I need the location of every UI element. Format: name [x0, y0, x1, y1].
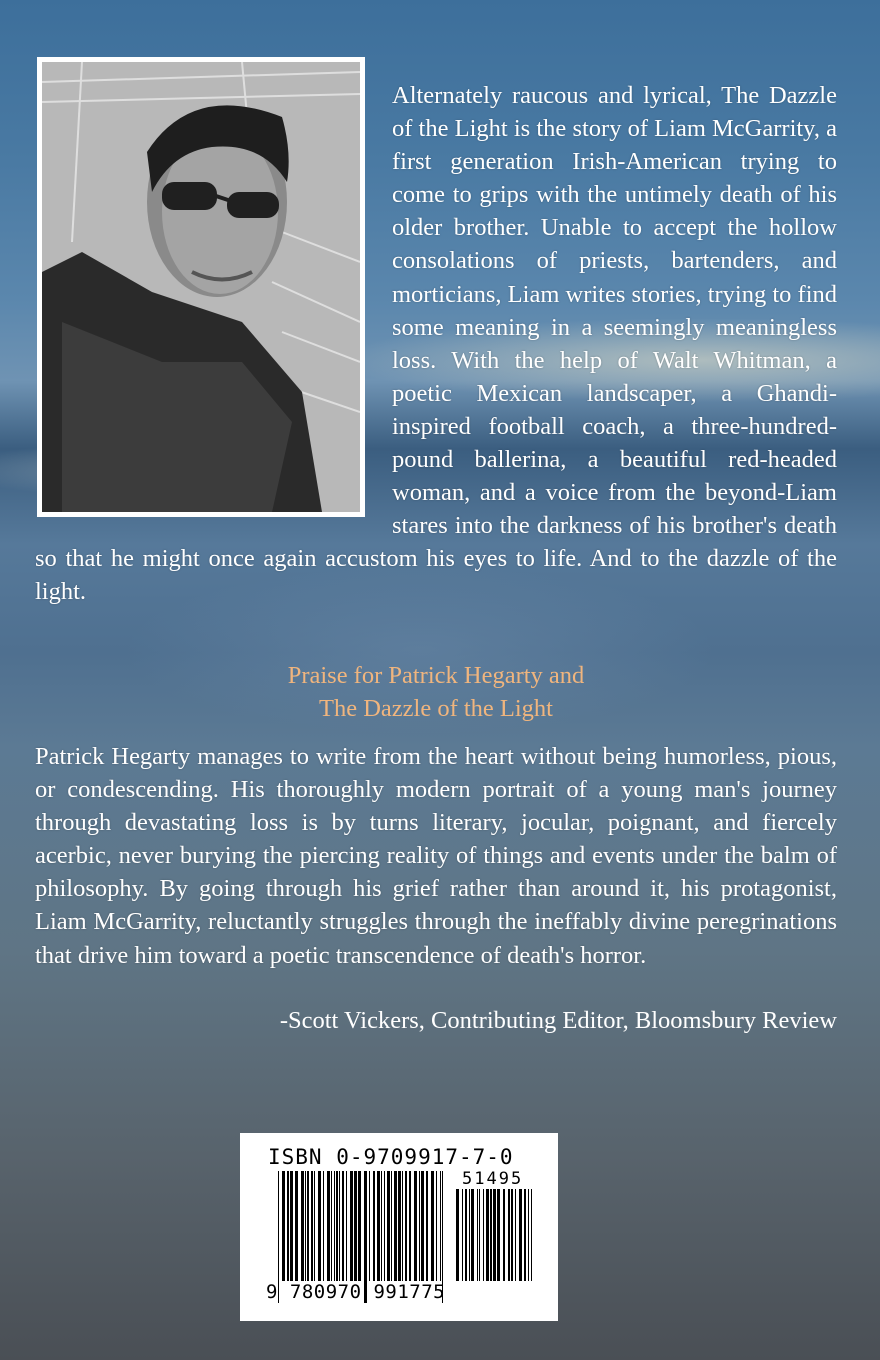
- barcode-bar: [469, 1189, 470, 1281]
- barcode-bar: [323, 1171, 324, 1281]
- barcode-bar: [515, 1189, 516, 1281]
- ean-digits: 9 780970 991775: [266, 1281, 446, 1303]
- barcode-bar: [471, 1189, 474, 1281]
- isbn-label: ISBN 0-9709917-7-0: [268, 1145, 514, 1169]
- barcode-bar: [290, 1171, 293, 1281]
- barcode-bar: [477, 1189, 478, 1281]
- barcode-bar: [387, 1171, 390, 1281]
- barcode-bar: [426, 1171, 428, 1281]
- barcode-bar: [531, 1189, 532, 1281]
- barcode-bar: [327, 1171, 330, 1281]
- barcode-bar: [508, 1189, 510, 1281]
- review-text-block: [35, 740, 837, 972]
- barcode-bar: [405, 1171, 407, 1281]
- barcode-bar: [334, 1171, 335, 1281]
- barcode-bar: [384, 1171, 385, 1281]
- praise-heading-line-1: Praise for Patrick Hegarty and: [287, 662, 585, 689]
- praise-heading: [35, 659, 837, 725]
- barcode-bar: [440, 1171, 441, 1281]
- barcode-bar: [431, 1171, 434, 1281]
- barcode-bar: [519, 1189, 522, 1281]
- barcode-bar: [301, 1171, 304, 1281]
- barcode-bar: [398, 1171, 401, 1281]
- barcode-bar: [295, 1171, 298, 1281]
- barcode-bar: [311, 1171, 313, 1281]
- barcode-bar: [421, 1171, 424, 1281]
- barcode-bar: [503, 1189, 505, 1281]
- barcode-bar: [336, 1171, 338, 1281]
- barcode-bar: [369, 1171, 370, 1281]
- barcode-bar: [331, 1171, 332, 1281]
- barcode-bar: [414, 1171, 417, 1281]
- barcode-bar: [524, 1189, 526, 1281]
- isbn-barcode: [240, 1133, 558, 1321]
- barcode-bar: [342, 1171, 344, 1281]
- review-paragraph: Patrick Hegarty manages to write from the heart without being humorless, pious, or condescending. His thoroughly modern portrait of a young man's journey through devastating loss is by turns literary, jocular, poignant, and fiercely acerbic, never burying the piercing reality of things and events under the balm of philosophy. By going through his grief rather than around it, his protagonist, Liam McGarrity, reluctantly struggles through the ineffably divine peregrinations that drive him toward a poetic transcendence of death's horror.: [35, 743, 837, 969]
- praise-heading-line-2: The Dazzle of the Light: [318, 695, 553, 722]
- barcode-bar: [436, 1171, 437, 1281]
- barcode-bar: [314, 1171, 315, 1281]
- barcode-bar: [490, 1189, 492, 1281]
- barcode-bar: [465, 1189, 467, 1281]
- barcode-bar: [381, 1171, 382, 1281]
- barcode-bar: [354, 1171, 357, 1281]
- barcode-bar: [339, 1171, 340, 1281]
- barcode-bar: [305, 1171, 306, 1281]
- barcode-bar: [358, 1171, 361, 1281]
- barcode-bar: [419, 1171, 420, 1281]
- barcode-bar: [511, 1189, 513, 1281]
- barcode-bar: [394, 1171, 397, 1281]
- barcode-bar: [462, 1189, 463, 1281]
- synopsis-text-block: [35, 79, 837, 609]
- barcode-bar: [391, 1171, 392, 1281]
- barcode-bar: [282, 1171, 285, 1281]
- synopsis-paragraph: Alternately raucous and lyrical, The Dazzle of the Light is the story of Liam McGarrity, a first generation Irish-American trying to come to grips with the untimely death of his older brother. Unable to accept the hollow consolations of priests, bartenders, and morticians, Liam writes stories, trying to find some meaning in a seemingly meaningless loss. With the help of Walt Whitman, a poetic Mexican landscaper, a Ghandi-inspired football coach, a three-hundred-pound ballerina, a beautiful red-headed woman, and a voice from the beyond-Liam stares into the darkness of his brother's death so that he might once again accustom his eyes to life. And to the dazzle of the light.: [35, 82, 838, 606]
- barcode-bar: [483, 1189, 484, 1281]
- price-addon-digits: 51495: [462, 1169, 524, 1189]
- barcode-bar: [377, 1171, 380, 1281]
- barcode-bar: [318, 1171, 321, 1281]
- barcode-bar: [493, 1189, 496, 1281]
- barcode-bar: [456, 1189, 459, 1281]
- barcode-bar: [497, 1189, 500, 1281]
- barcode-bar: [346, 1171, 347, 1281]
- addon-barcode-bars: [456, 1189, 534, 1303]
- barcode-bar: [350, 1171, 353, 1281]
- barcode-bar: [287, 1171, 289, 1281]
- barcode-bar: [486, 1189, 489, 1281]
- barcode-bar: [479, 1189, 480, 1281]
- barcode-bar: [307, 1171, 309, 1281]
- barcode-bar: [402, 1171, 403, 1281]
- barcode-bar: [409, 1171, 411, 1281]
- review-attribution: -Scott Vickers, Contributing Editor, Bloomsbury Review: [279, 1007, 837, 1034]
- barcode-bar: [528, 1189, 529, 1281]
- barcode-bar: [373, 1171, 375, 1281]
